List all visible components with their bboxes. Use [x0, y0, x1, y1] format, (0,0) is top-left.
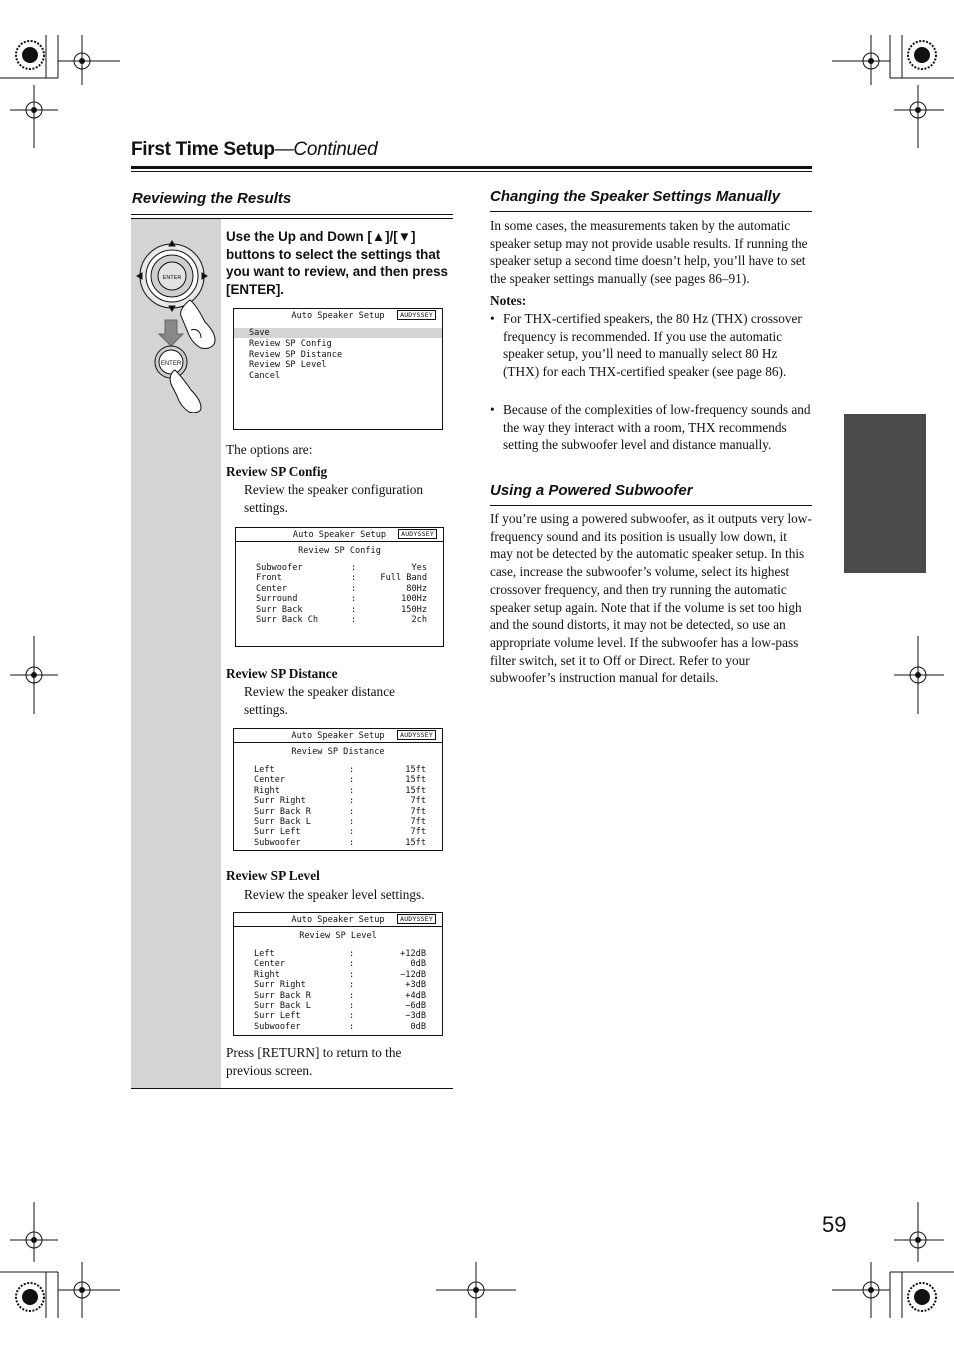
header-rule	[131, 166, 812, 169]
row-label: Surr Back	[256, 604, 303, 615]
row-label: Center	[254, 775, 286, 786]
screen-menu	[233, 308, 443, 430]
row-label: Right	[254, 969, 280, 980]
row-colon: :	[351, 583, 357, 594]
screen-separator	[234, 742, 442, 743]
row-value: 15ft	[405, 775, 426, 786]
row-value: 7ft	[410, 796, 426, 807]
row-colon: :	[349, 969, 355, 980]
row-label: Center	[256, 583, 288, 594]
screen-distance	[233, 728, 443, 851]
screen-row	[256, 605, 427, 615]
row-label: Surr Back L	[254, 817, 311, 827]
row-value: −6dB	[405, 1001, 426, 1011]
row-colon: :	[349, 827, 355, 838]
screen-row	[254, 1022, 426, 1032]
screen-row	[256, 594, 427, 604]
row-value: 0dB	[410, 1021, 426, 1032]
note-bullet: •	[490, 402, 495, 417]
screen-row	[254, 949, 426, 959]
screen-row	[254, 765, 426, 775]
audyssey-badge: AUDYSSEY	[398, 529, 437, 539]
row-value: 100Hz	[401, 594, 427, 605]
screen-row	[254, 980, 426, 990]
row-value: 150Hz	[401, 604, 427, 615]
screen-row	[254, 775, 426, 785]
menu-item-cancel[interactable]: Cancel	[249, 370, 281, 381]
screen-row	[256, 563, 427, 573]
section-rule-manual	[490, 211, 812, 212]
panel-bottom-rule	[131, 1088, 453, 1089]
row-colon: :	[349, 785, 355, 796]
row-colon: :	[351, 563, 357, 573]
row-value: 15ft	[405, 785, 426, 796]
row-colon: :	[351, 594, 357, 605]
row-label: Surr Back Ch	[256, 615, 319, 625]
menu-item-review-distance[interactable]: Review SP Distance	[249, 349, 343, 360]
row-colon: :	[349, 1001, 355, 1011]
row-colon: :	[349, 980, 355, 991]
row-colon: :	[351, 615, 357, 625]
row-colon: :	[349, 817, 355, 827]
row-value: 7ft	[410, 817, 426, 827]
remote-illustration	[135, 238, 220, 413]
screen-row	[254, 807, 426, 817]
option-level-desc: Review the speaker level settings.	[244, 887, 425, 902]
row-value: 2ch	[411, 615, 427, 625]
page-number: 59	[822, 1212, 847, 1237]
row-colon: :	[349, 765, 355, 775]
enter-dial-label: ENTER	[162, 275, 182, 281]
row-colon: :	[349, 806, 355, 817]
row-value: Yes	[411, 563, 427, 573]
row-value: +3dB	[405, 980, 426, 991]
row-value: 7ft	[410, 827, 426, 838]
screen-title: Auto Speaker Setup	[292, 530, 387, 540]
row-colon: :	[351, 604, 357, 615]
option-distance-desc: Review the speaker distance settings.	[244, 684, 396, 717]
note-bullet: •	[490, 311, 495, 326]
screen-row	[256, 584, 427, 594]
chapter-tab	[844, 414, 926, 573]
row-colon: :	[349, 990, 355, 1001]
note-thx-subwoofer: Because of the complexities of low-frequency sounds and the way they interact with a room, THX recommends setting the subwoofer level and distance manually.	[503, 402, 811, 453]
screen-row	[254, 786, 426, 796]
screen-row	[254, 991, 426, 1001]
row-colon: :	[349, 1011, 355, 1022]
screen-row	[254, 796, 426, 806]
screen-separator	[236, 541, 443, 542]
screen-subtitle: Review SP Distance	[291, 747, 385, 757]
row-label: Front	[256, 573, 282, 584]
row-label: Surround	[256, 594, 298, 605]
row-value: 15ft	[405, 765, 426, 775]
row-label: Left	[254, 949, 275, 959]
row-label: Left	[254, 765, 275, 775]
screen-row	[254, 1011, 426, 1021]
row-label: Subwoofer	[254, 1021, 301, 1032]
screen-row	[254, 827, 426, 837]
row-label: Surr Back R	[254, 990, 311, 1001]
row-value: 0dB	[410, 959, 426, 970]
row-label: Subwoofer	[254, 837, 301, 848]
row-label: Surr Left	[254, 827, 301, 838]
section-heading-subwoofer: Using a Powered Subwoofer	[490, 482, 693, 499]
screen-row	[254, 817, 426, 827]
screen-row	[254, 970, 426, 980]
options-intro: The options are:	[226, 442, 313, 457]
audyssey-badge: AUDYSSEY	[397, 310, 436, 320]
screen-row	[254, 838, 426, 848]
screen-row	[254, 959, 426, 969]
note-thx-crossover: For THX-certified speakers, the 80 Hz (THX) crossover frequency is recommended. If you use the automatic speaker setup, you’ll need to manually select 80 Hz (THX) for each THX-certified speaker (see page 86).	[503, 311, 802, 380]
row-colon: :	[349, 949, 355, 959]
row-value: 15ft	[405, 837, 426, 848]
enter-button-label: ENTER	[160, 361, 182, 367]
screen-subtitle: Review SP Config	[298, 546, 381, 556]
screen-separator	[234, 926, 442, 927]
row-label: Surr Back L	[254, 1001, 311, 1011]
row-value: −12dB	[400, 969, 426, 980]
notes-label: Notes:	[490, 293, 527, 308]
menu-item-review-level[interactable]: Review SP Level	[249, 360, 327, 370]
row-label: Center	[254, 959, 286, 970]
row-value: −3dB	[405, 1011, 426, 1022]
row-colon: :	[349, 1021, 355, 1032]
screen-row	[256, 615, 427, 625]
step-instruction: Use the Up and Down [▲]/[▼] buttons to select the settings that you want to review, and then press [ENTER].	[226, 229, 448, 297]
audyssey-badge: AUDYSSEY	[397, 730, 436, 740]
row-colon: :	[351, 573, 357, 584]
option-config-title: Review SP Config	[226, 464, 328, 479]
row-label: Right	[254, 785, 280, 796]
section-rule-left	[131, 214, 453, 215]
menu-item-review-config[interactable]: Review SP Config	[249, 339, 332, 349]
menu-item-save[interactable]: Save	[234, 328, 442, 338]
section-heading-reviewing: Reviewing the Results	[132, 190, 292, 207]
screen-subtitle: Review SP Level	[299, 931, 377, 941]
header-rule-thin	[131, 171, 812, 172]
screen-title: Auto Speaker Setup	[291, 731, 385, 741]
row-value: +12dB	[400, 949, 426, 959]
row-colon: :	[349, 837, 355, 848]
option-config-desc: Review the speaker configuration settings.	[244, 482, 424, 515]
row-colon: :	[349, 796, 355, 807]
screen-row	[256, 573, 427, 583]
page-title-continued: —Continued	[274, 139, 378, 160]
screen-config	[235, 527, 444, 647]
audyssey-badge: AUDYSSEY	[397, 914, 436, 924]
return-note: Press [RETURN] to return to the previous screen.	[226, 1045, 402, 1078]
option-distance-title: Review SP Distance	[226, 666, 338, 681]
row-label: Surr Back R	[254, 806, 311, 817]
manual-paragraph: In some cases, the measurements taken by the automatic speaker setup may not provide usable results. If running the speaker setup a second time doesn’t help, you’ll have to set the speaker settings manually (see pages 86–91).	[490, 218, 808, 287]
row-colon: :	[349, 775, 355, 786]
row-value: +4dB	[405, 990, 426, 1001]
screen-title: Auto Speaker Setup	[291, 915, 385, 925]
row-value: 7ft	[410, 806, 426, 817]
page-title-main: First Time Setup	[131, 139, 275, 160]
section-heading-manual: Changing the Speaker Settings Manually	[490, 188, 781, 205]
page-title	[131, 139, 377, 161]
row-label: Surr Left	[254, 1011, 301, 1022]
row-value: 80Hz	[406, 583, 427, 594]
screen-row	[254, 1001, 426, 1011]
option-level-title: Review SP Level	[226, 868, 320, 883]
screen-title: Auto Speaker Setup	[291, 311, 385, 321]
row-colon: :	[349, 959, 355, 970]
row-label: Surr Right	[254, 796, 306, 807]
row-label: Subwoofer	[256, 563, 303, 573]
row-label: Surr Right	[254, 980, 306, 991]
subwoofer-paragraph: If you’re using a powered subwoofer, as it outputs very low-frequency sound and its position is usually low down, it may not be detected by the automatic speaker setup. In this case, increase the subwoofer’s volume, select its highest crossover frequency, and then try running the automatic speaker setup again. Note that if the volume is set too high and the sound distorts, it may not be detected, so use an appropriate volume level. If the subwoofer has a low-pass filter switch, set it to Off or Direct. Refer to your subwoofer’s instruction manual for details.	[490, 511, 812, 686]
row-value: Full Band	[380, 573, 427, 584]
section-rule-subwoofer	[490, 505, 812, 506]
screen-level	[233, 912, 443, 1036]
